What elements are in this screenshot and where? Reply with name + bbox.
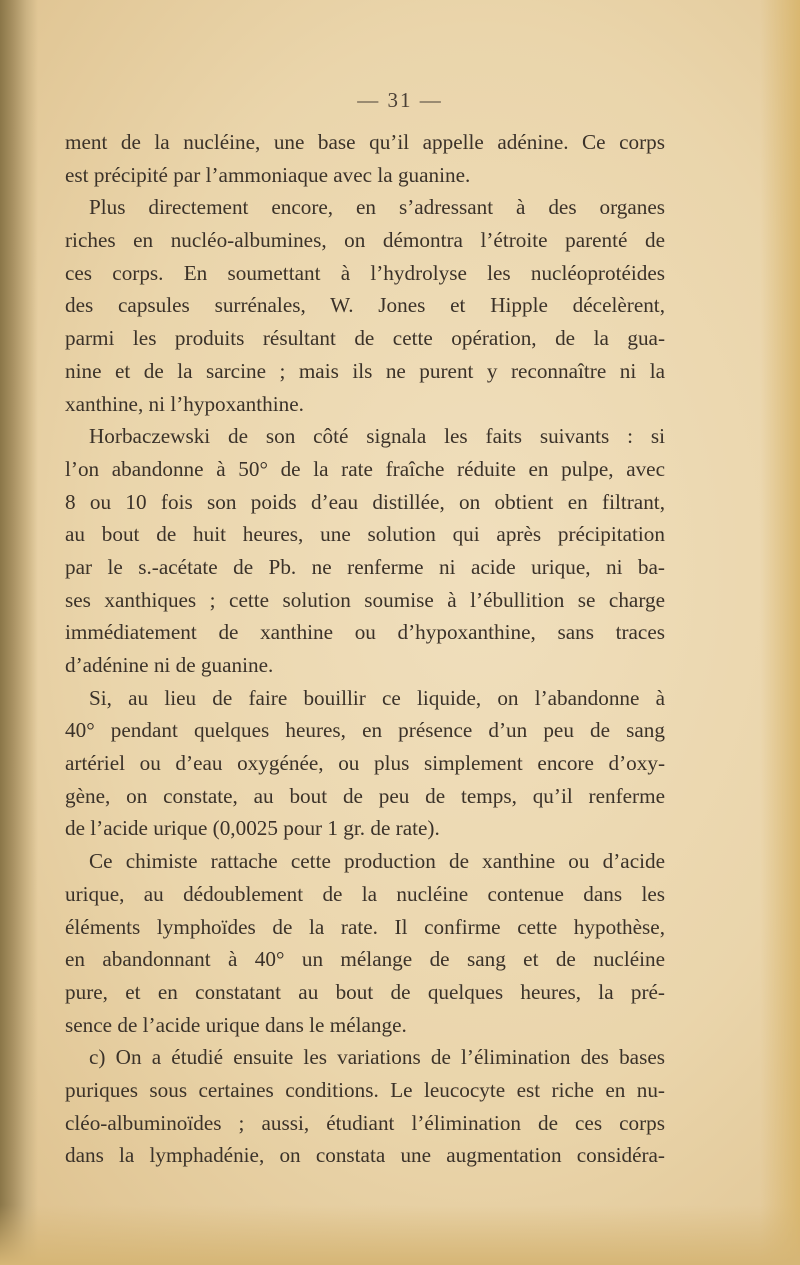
text-line: c) On a étudié ensuite les variations de l’élimination des bases — [89, 1045, 665, 1070]
text-line: Si, au lieu de faire bouillir ce liquide, on l’abandonne à — [89, 685, 665, 710]
text-line: 8 ou 10 fois son poids d’eau distillée, on obtient en filtrant, — [65, 489, 665, 514]
text-line: immédiatement de xanthine ou d’hypoxanthine, sans traces — [65, 620, 665, 645]
text-line: Ce chimiste rattache cette production de xanthine ou d’acide — [89, 849, 665, 874]
text-line: urique, au dédoublement de la nucléine contenue dans les — [65, 881, 665, 906]
text-line: xanthine, ni l’hypoxanthine. — [65, 391, 304, 416]
text-line: par le s.-acétate de Pb. ne renferme ni acide urique, ni ba- — [65, 554, 665, 579]
text-line: éléments lymphoïdes de la rate. Il confirme cette hypothèse, — [65, 914, 665, 939]
text-line: au bout de huit heures, une solution qui après précipitation — [65, 522, 665, 547]
text-line: puriques sous certaines conditions. Le leucocyte est riche en nu- — [65, 1077, 665, 1102]
text-line: ment de la nucléine, une base qu’il appelle adénine. Ce corps — [65, 130, 665, 154]
text-line: en abandonnant à 40° un mélange de sang et de nucléine — [65, 947, 665, 972]
text-line: pure, et en constatant au bout de quelques heures, la pré- — [65, 979, 665, 1004]
page-right-edge — [760, 0, 800, 1265]
body-text — [65, 126, 665, 1172]
page-number: — 31 — — [357, 88, 443, 112]
text-line: l’on abandonne à 50° de la rate fraîche réduite en pulpe, avec — [65, 456, 665, 481]
text-line: ces corps. En soumettant à l’hydrolyse les nucléoprotéides — [65, 260, 665, 285]
text-line: des capsules surrénales, W. Jones et Hipple décelèrent, — [65, 293, 665, 318]
text-line: dans la lymphadénie, on constata une augmentation considéra- — [65, 1143, 665, 1168]
text-line: d’adénine ni de guanine. — [65, 653, 274, 677]
text-line: cléo-albuminoïdes ; aussi, étudiant l’élimination de ces corps — [65, 1110, 665, 1135]
text-line: de l’acide urique (0,0025 pour 1 gr. de rate). — [65, 816, 440, 841]
text-line: Plus directement encore, en s’adressant à des organes — [89, 195, 665, 220]
page-bottom-edge — [0, 1205, 800, 1265]
text-line: Horbaczewski de son côté signala les faits suivants : si — [89, 424, 665, 449]
text-line: nine et de la sarcine ; mais ils ne purent y reconnaître ni la — [65, 358, 665, 383]
text-line: sence de l’acide urique dans le mélange. — [65, 1012, 407, 1037]
text-line: gène, on constate, au bout de peu de temps, qu’il renferme — [65, 783, 665, 808]
text-line: 40° pendant quelques heures, en présence d’un peu de sang — [65, 718, 665, 743]
page-binding-shadow — [0, 0, 38, 1265]
text-line: parmi les produits résultant de cette opération, de la gua- — [65, 326, 665, 351]
text-line: est précipité par l’ammoniaque avec la guanine. — [65, 162, 471, 187]
text-line: artériel ou d’eau oxygénée, ou plus simplement encore d’oxy- — [65, 751, 665, 776]
text-line: riches en nucléo-albumines, on démontra l’étroite parenté de — [65, 228, 665, 253]
text-line: ses xanthiques ; cette solution soumise à l’ébullition se charge — [65, 587, 665, 612]
